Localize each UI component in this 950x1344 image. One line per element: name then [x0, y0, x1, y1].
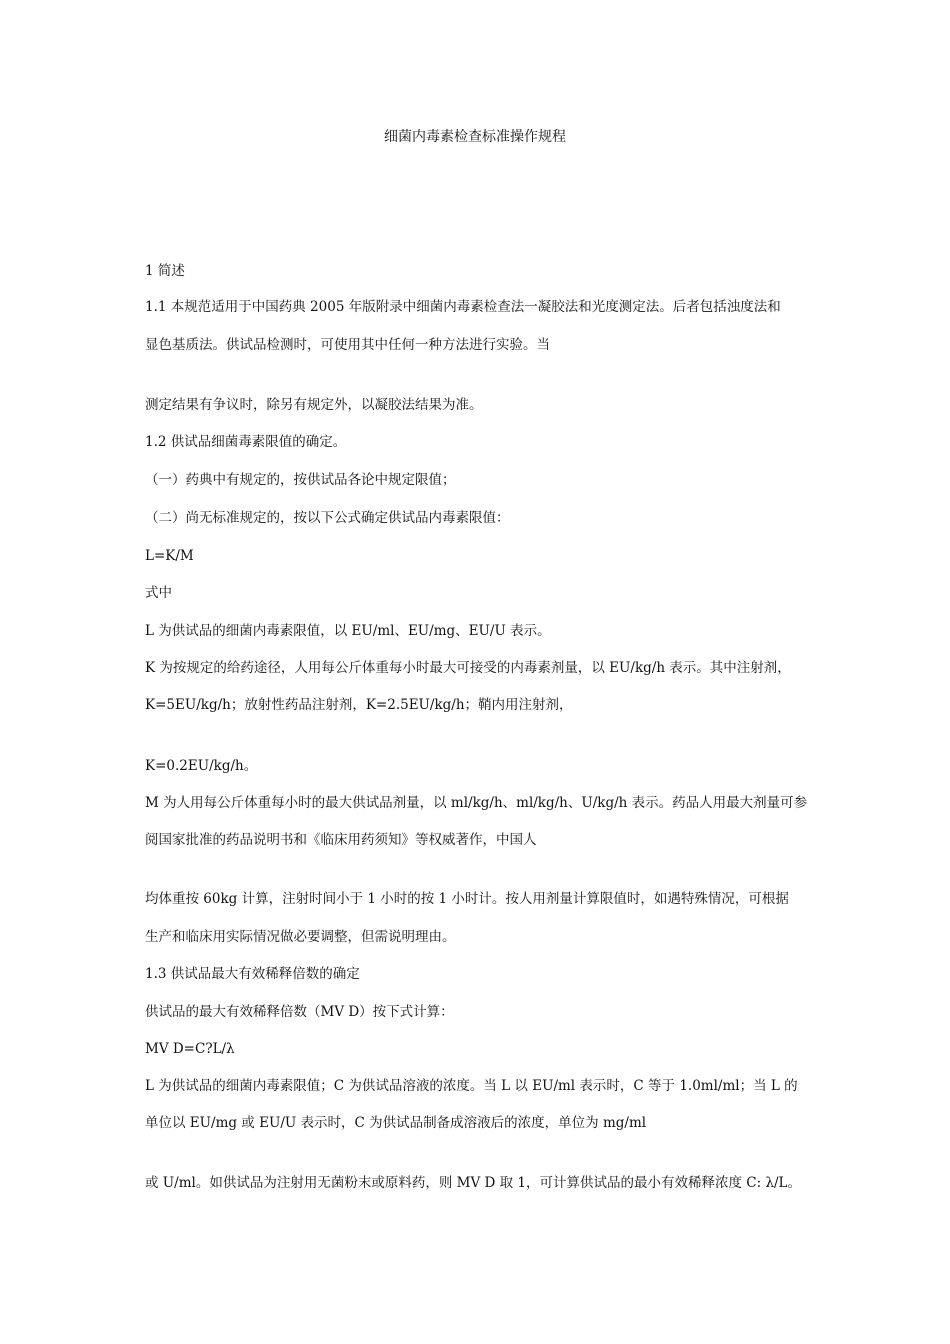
paragraph-line: K=0.2EU/kg/h。 — [145, 758, 258, 774]
paragraph-line: （二）尚无标准规定的，按以下公式确定供试品内毒素限值： — [145, 510, 510, 526]
formula-line: MV D=C?L/λ — [145, 1041, 235, 1057]
paragraph-line: 单位以 EU/mg 或 EU/U 表示时，C 为供试品制备成溶液后的浓度，单位为 mg/ml — [145, 1115, 647, 1131]
paragraph-line: 1.1 本规范适用于中国药典 2005 年版附录中细菌内毒素检查法一凝胶法和光度测定法。后者包括浊度法和 — [145, 299, 781, 315]
section-heading-1-3: 1.3 供试品最大有效稀释倍数的确定 — [145, 966, 360, 982]
paragraph-line: 式中 — [145, 585, 172, 601]
paragraph-line: 或 U/ml。如供试品为注射用无菌粉末或原料药，则 MV D 取 1，可计算供试品的最小有效稀释浓度 C: λ/L。 — [145, 1175, 802, 1191]
paragraph-line: 生产和临床用实际情况做必要调整，但需说明理由。 — [145, 929, 456, 945]
paragraph-line: 阅国家批准的药品说明书和《临床用药须知》等权威著作，中国人 — [145, 832, 537, 848]
paragraph-line: （一）药典中有规定的，按供试品各论中规定限值； — [145, 472, 456, 488]
section-heading-1: 1 简述 — [145, 263, 185, 279]
paragraph-line: 测定结果有争议时，除另有规定外，以凝胶法结果为准。 — [145, 397, 483, 413]
formula-line: L=K/M — [145, 548, 194, 564]
paragraph-line: L 为供试品的细菌内毒素限值；C 为供试品溶液的浓度。当 L 以 EU/ml 表示时，C 等于 1.0ml/ml；当 L 的 — [145, 1078, 798, 1094]
section-heading-1-2: 1.2 供试品细菌毒素限值的确定。 — [145, 434, 347, 450]
paragraph-line: 显色基质法。供试品检测时，可使用其中任何一种方法进行实验。当 — [145, 337, 550, 353]
document-title: 细菌内毒素检查标准操作规程 — [384, 129, 566, 145]
paragraph-line: K=5EU/kg/h；放射性药品注射剂，K=2.5EU/kg/h；鞘内用注射剂， — [145, 697, 573, 713]
paragraph-line: 供试品的最大有效稀释倍数（MV D）按下式计算： — [145, 1004, 454, 1020]
paragraph-line: K 为按规定的给药途径，人用每公斤体重每小时最大可接受的内毒素剂量，以 EU/kg/h 表示。其中注射剂， — [145, 660, 791, 676]
paragraph-line: M 为人用每公斤体重每小时的最大供试品剂量，以 ml/kg/h、ml/kg/h、U/kg/h 表示。药品人用最大剂量可参 — [145, 795, 808, 811]
paragraph-line: L 为供试品的细菌内毒素限值，以 EU/ml、EU/mg、EU/U 表示。 — [145, 623, 551, 639]
paragraph-line: 均体重按 60kg 计算，注射时间小于 1 小时的按 1 小时计。按人用剂量计算限值时，如遇特殊情况，可根据 — [145, 891, 789, 907]
